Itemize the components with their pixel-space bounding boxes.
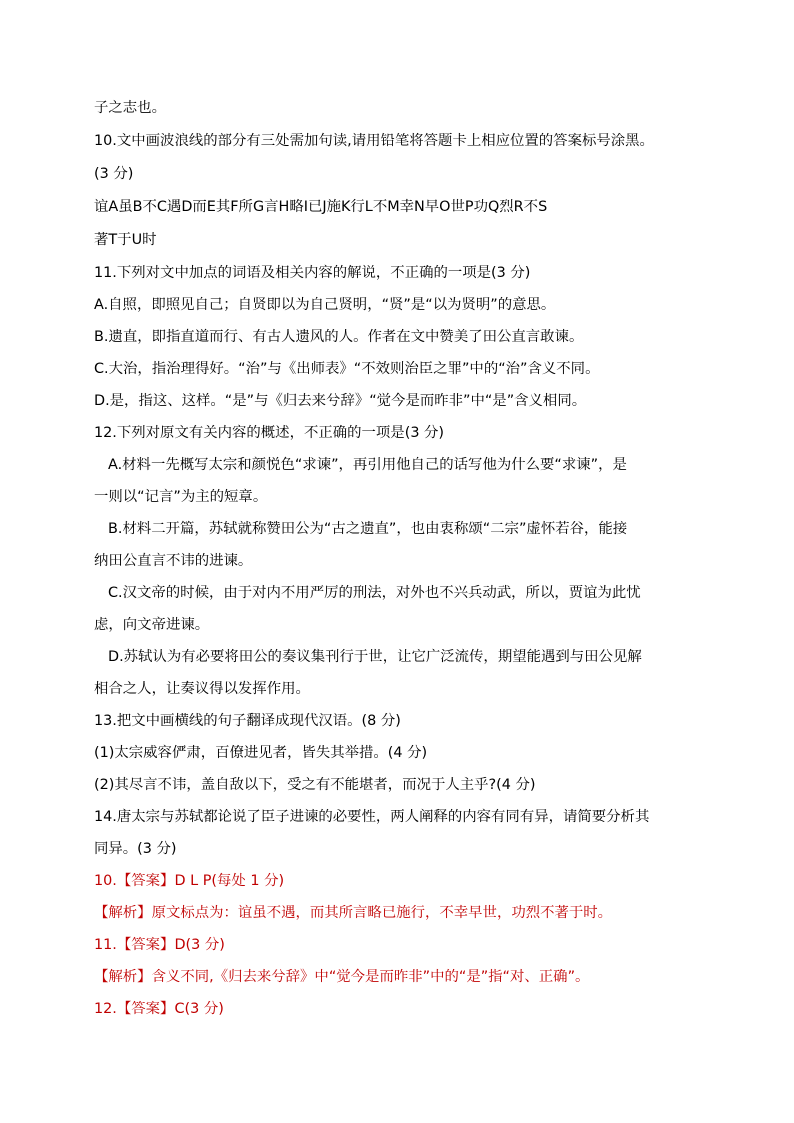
question-10: 10.文中画波浪线的部分有三处需加句读,请用铅笔将答题卡上相应位置的答案标号涂黑。	[94, 133, 654, 149]
option-12-a-cont: 一则以“记言”为主的短章。	[94, 489, 268, 505]
question-14-cont: 同异。(3 分)	[94, 841, 177, 857]
score-note: (3 分)	[94, 166, 134, 182]
punctuation-options-cont: 著T于U时	[94, 232, 157, 248]
text-line: 子之志也。	[94, 100, 166, 116]
option-11-a: A.自照，即照见自己；自贤即以为自己贤明，“贤”是“以为贤明”的意思。	[94, 297, 556, 313]
analysis-10: 【解析】原文标点为：谊虽不遇，而其所言略已施行，不幸早世，功烈不著于时。	[94, 905, 613, 921]
answer-12: 12.【答案】C(3 分)	[94, 1001, 224, 1017]
option-11-b: B.遗直，即指直道而行、有古人遗风的人。作者在文中赞美了田公直言敢谏。	[94, 329, 584, 345]
option-12-b: B.材料二开篇，苏轼就称赞田公为“古之遗直”，也由衷称颂“二宗”虚怀若谷，能接	[108, 521, 628, 537]
option-12-b-cont: 纳田公直言不讳的进谏。	[94, 553, 253, 569]
answer-10: 10.【答案】D L P(每处 1 分)	[94, 873, 285, 889]
question-13: 13.把文中画横线的句子翻译成现代汉语。(8 分)	[94, 713, 401, 729]
question-11: 11.下列对文中加点的词语及相关内容的解说，不正确的一项是(3 分)	[94, 265, 531, 281]
option-12-c: C.汉文帝的时候，由于对内不用严厉的刑法，对外也不兴兵动武，所以，贾谊为此忧	[108, 585, 641, 601]
punctuation-options: 谊A虽B不C遇D而E其F所G言H略I已J施K行L不M幸N早O世P功Q烈R不S	[94, 199, 548, 215]
answer-11: 11.【答案】D(3 分)	[94, 937, 225, 953]
option-12-c-cont: 虑，向文帝进谏。	[94, 617, 210, 633]
option-12-d-cont: 相合之人，让奏议得以发挥作用。	[94, 681, 310, 697]
question-14: 14.唐太宗与苏轼都论说了臣子进谏的必要性，两人阐释的内容有同有异，请简要分析其	[94, 809, 650, 825]
option-12-d: D.苏轼认为有必要将田公的奏议集刊行于世，让它广泛流传，期望能遇到与田公见解	[108, 649, 642, 665]
option-11-c: C.大治，指治理得好。“治”与《出师表》“不效则治臣之罪”中的“治”含义不同。	[94, 361, 600, 377]
question-13-2: (2)其尽言不讳，盖自敌以下，受之有不能堪者，而况于人主乎?(4 分)	[94, 777, 536, 793]
analysis-11: 【解析】含义不同,《归去来兮辞》中“觉今是而昨非”中的“是”指“对、正确”。	[94, 969, 590, 985]
option-12-a: A.材料一先概写太宗和颜悦色“求谏”，再引用他自己的话写他为什么要“求谏”，是	[108, 457, 627, 473]
question-12: 12.下列对原文有关内容的概述，不正确的一项是(3 分)	[94, 425, 445, 441]
question-13-1: (1)太宗威容俨肃，百僚进见者，皆失其举措。(4 分)	[94, 745, 428, 761]
option-11-d: D.是，指这、这样。“是”与《归去来兮辞》“觉今是而昨非”中“是”含义相同。	[94, 393, 587, 409]
